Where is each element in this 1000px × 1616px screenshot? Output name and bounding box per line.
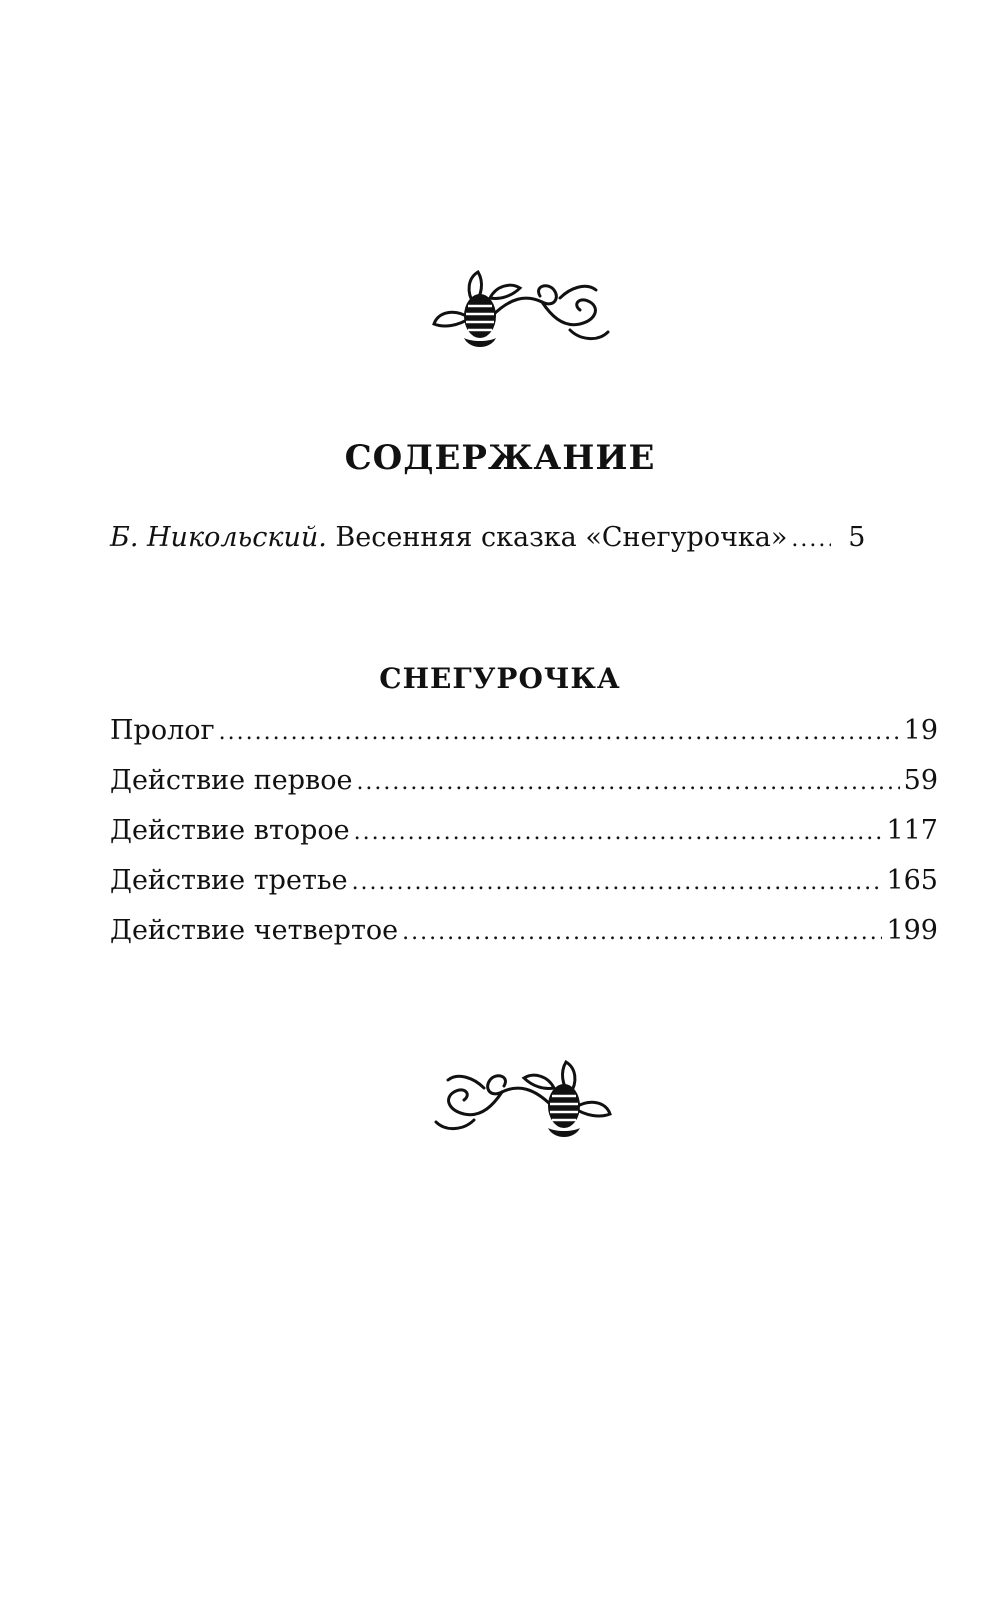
toc-page-number: 165 <box>886 865 938 896</box>
toc-page-number: 117 <box>886 815 938 846</box>
toc-entry-title: Действие второе <box>110 815 350 846</box>
contents-heading: СОДЕРЖАНИЕ <box>344 438 656 478</box>
toc-leader <box>791 522 831 558</box>
toc-entry-title: Действие первое <box>110 765 353 796</box>
toc-entry-title: Действие третье <box>110 865 348 896</box>
toc-page-number: 199 <box>886 915 938 946</box>
toc-intro-title <box>110 520 787 556</box>
toc-row[interactable] <box>110 913 938 951</box>
toc-row-intro[interactable] <box>110 520 938 558</box>
floral-ornament-svg <box>430 1058 614 1142</box>
toc-row[interactable] <box>110 763 938 801</box>
toc-page-number: 5 <box>848 522 866 553</box>
toc-leader <box>356 765 899 801</box>
toc-intro-work: Весенняя сказка «Снегурочка» <box>335 522 788 553</box>
section-heading: СНЕГУРОЧКА <box>379 662 621 695</box>
toc-intro-author: Б. Никольский. <box>110 522 327 553</box>
toc-row[interactable] <box>110 863 938 901</box>
bottom-floral-ornament-icon <box>430 1058 614 1142</box>
toc-leader <box>354 815 883 851</box>
toc-row[interactable] <box>110 713 938 751</box>
top-floral-ornament-icon <box>430 268 614 352</box>
toc-page-number: 59 <box>903 765 938 796</box>
toc-leader <box>219 715 900 751</box>
toc-entry-title: Пролог <box>110 715 215 746</box>
toc-row[interactable] <box>110 813 938 851</box>
toc-leader <box>402 915 882 951</box>
toc-entry-title: Действие четвертое <box>110 915 399 946</box>
toc-page-number: 19 <box>903 715 938 746</box>
toc-leader <box>352 865 883 901</box>
floral-ornament-svg <box>430 268 614 352</box>
